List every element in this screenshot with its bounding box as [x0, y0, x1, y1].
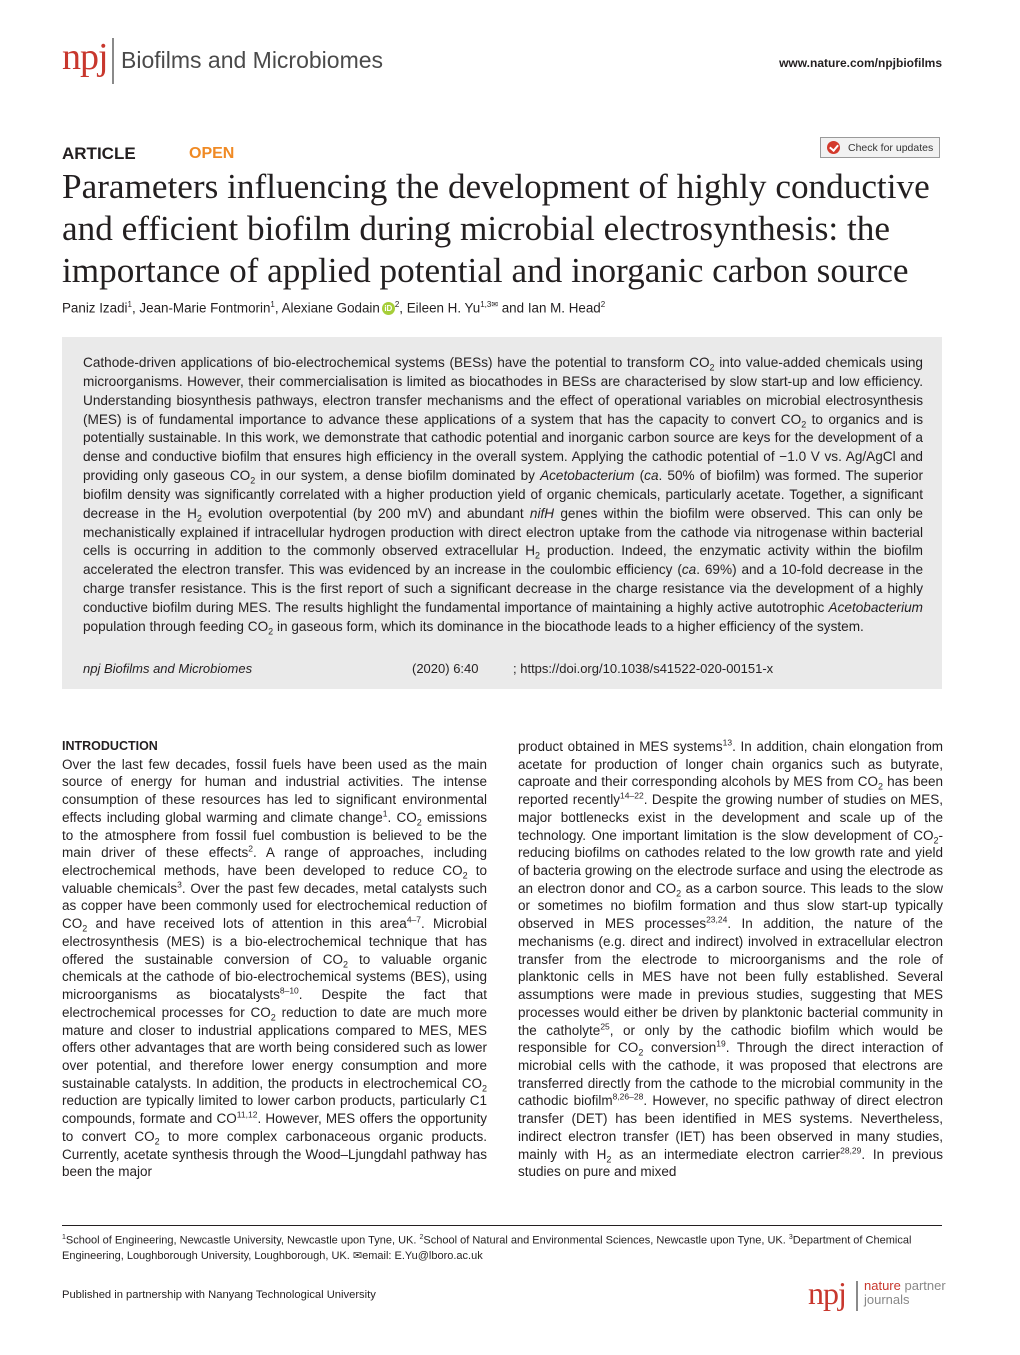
check-for-updates-label: Check for updates	[848, 141, 934, 154]
partnership-note: Published in partnership with Nanyang Technological University	[62, 1289, 376, 1301]
email-icon[interactable]: ✉	[491, 300, 499, 309]
intro-left-column: INTRODUCTION Over the last few decades, fossil fuels have been used as the main source of energy for human and industrial activities. The intense consumption of these resources has led to significant environmental effects including global warming and climate change$^1$. $CO_2$ emissions to the atmosphere from fossil fuel combustion is believed to be the main driver of these effects$^2$. A range of approaches, including electrochemical methods, have been developed to reduce $CO_2$ to valuable chemicals$^3$. Over the past few decades, metal catalysts such as copper have been commonly used for electrochemical reduction of $CO_2$ and have received lots of attention in this area$^{4-7}$. Microbial electrosynthesis (MES) is a bio-electrochemical technique that has offered the sustainable conversion of $CO_2$ to valuable organic chemicals at the cathode of bio-electrochemical systems (BES), using microorganisms as biocatalysts$^{8-10}$. Despite the fact that electrochemical processes for $CO_2$ reduction to date are much more mature and closer to industrial applications compared to MES, MES offers other advantages that are worth being considered such as lower over potential, and therefore lower energy consumption and more sustainable catalysts. In addition, the products in electrochemical $CO_2$ reduction are typically limited to lower carbon products, particularly C1 compounds, formate and CO$^{11,12}$. However, MES offers the opportunity to convert $CO_2$ to more complex carbonaceous organic products. Currently, acetate synthesis through the Wood–Ljungdahl pathway has been the major	[62, 739, 488, 1180]
citation-doi-link[interactable]: ; https://doi.org/10.1038/s41522-020-00151-x	[513, 661, 774, 676]
npj-partner-journals-logo	[808, 1275, 946, 1315]
logo-journals-text: journals	[864, 1292, 910, 1307]
logo-nature-text: nature	[864, 1278, 901, 1293]
author-list: Paniz Izadi$^1$, Jean-Marie Fontmorin$^1$, Alexiane Godain iD $^2$, Eileen H. $Yu^{1,3✉}$ and Ian M. Head$^2$	[62, 300, 606, 316]
npj-logo: npj	[808, 1275, 846, 1311]
footnote-rule	[62, 1225, 942, 1226]
citation-year-volume: (2020) 6:40	[412, 661, 479, 676]
journal-url-link[interactable]: www.nature.com/npjbiofilms	[779, 56, 942, 70]
author-affiliation: 1	[127, 300, 132, 309]
logo-partner-text: partner	[904, 1278, 946, 1293]
corresponding-email[interactable]: email: E.Yu@lboro.ac.uk	[362, 1250, 483, 1263]
section-heading: INTRODUCTION	[62, 739, 158, 753]
npj-logo: npj	[62, 36, 108, 78]
affiliation-2: School of Natural and Environmental Sciences, Newcastle upon Tyne, UK.	[423, 1234, 786, 1247]
check-updates-icon	[827, 141, 840, 154]
abstract-text: Cathode-driven applications of bio-electrochemical systems (BESs) have the potential to transform $CO_2$ into value-added chemicals using microorganisms. However, their commercialisation is limited as biocathodes in BESs are characterised by slow start-up and low efficiency. Understanding biosynthesis pathways, electron transfer mechanisms and the effect of operational variables on microbial electrosynthesis (MES) is of fundamental importance to advance these applications of a system that has the capacity to convert $CO_2$ to organics and is potentially sustainable. In this work, we demonstrate that cathodic potential and inorganic carbon source are keys for the development of a dense and conductive biofilm that ensures high efficiency in the overall system. Applying the cathodic potential of −1.0 V vs. Ag/AgCl and providing only gaseous $CO_2$ in our system, a dense biofilm dominated by Acetobacterium (ca. 50% of biofilm) was formed. The superior biofilm density was significantly correlated with a higher production yield of organic chemicals, particularly acetate. Together, a significant decrease in the $H_2$ evolution overpotential (by 200 mV) and abundant nifH genes within the biofilm were observed. This can only be mechanistically explained if intracellular hydrogen production with direct electron uptake from the cathode via nitrogenase within bacterial cells is occurring in addition to the commonly observed extracellular $H_2$ production. Indeed, the enzymatic activity within the biofilm accelerated the electron transfer. This was evidenced by an increase in the coulombic efficiency (ca. 69%) and a 10-fold decrease in the charge transfer resistance. This is the first report of such a significant decrease in the charge resistance via the development of a highly conductive biofilm during MES. The results highlight the fundamental importance of maintaining a highly active autotrophic Acetobacterium population through feeding $CO_2$ in gaseous form, which its dominance in the biocathode leads to a higher efficiency of the system.	[83, 355, 924, 637]
citation-journal: npj Biofilms and Microbiomes	[83, 661, 253, 676]
author-name[interactable]: Alexiane Godain	[281, 300, 380, 316]
author-affiliation: 2	[600, 300, 606, 309]
journal-name: Biofilms and Microbiomes	[121, 47, 384, 73]
affiliation-1: School of Engineering, Newcastle University, Newcastle upon Tyne, UK.	[65, 1234, 417, 1247]
affiliation-3: Department of Chemical Engineering, Loughborough University, Loughborough, UK.	[62, 1234, 912, 1263]
orcid-icon[interactable]: iD	[382, 302, 395, 315]
intro-right-column: product obtained in MES systems$^{13}$. In addition, chain elongation from acetate for production of longer chain organics such as butyrate, caproate and their corresponding alcohols by MES from $CO_2$ has been reported recently$^{14-22}$. Despite the growing number of studies on MES, major bottlenecks exist in the development and scale up of the technology. One important limitation is the slow development of $CO_2$-reducing biofilms on cathodes related to the low growth rate and yield of bacteria growing on the electrode surface and using the electrode as an electron donor and $CO_2$ as a carbon source. This leads to the slow or sometimes no biofilm formation and thus slow start-up typically observed in MES processes$^{23,24}$. In addition, the nature of the mechanisms (e.g. direct and indirect) involved in extracellular electron transfer from the electrode to microorganisms and the role of planktonic cells in MES have not been fully established. Several assumptions were made in previous studies, suggesting that MES processes would either be driven by planktonic bacterial community in the catholyte$^{25}$, or only by the cathodic biofilm which would be responsible for $CO_2$ conversion$^{19}$. Through the direct interaction of microbial cells with the cathode, it was proposed that electrons are transferred directly from the cathode to the microbial community in the cathodic biofilm$^{8,26-28}$. However, no specific pathway of direct electron transfer (DET) has been identified in MES systems. Nevertheless, indirect electron transfer (IET) has been observed in many studies, mainly with $H_2$ as an intermediate electron carrier$^{28,29}$. In previous studies on pure and mixed	[518, 737, 943, 1180]
check-for-updates-button[interactable]	[820, 137, 940, 158]
author-name[interactable]: Paniz Izadi	[62, 300, 128, 316]
citation-line	[83, 661, 923, 676]
article-title: Parameters influencing the development of highly conductive and efficient biofilm during microbial electrosynthesis: the importance of applied potential and inorganic carbon source	[62, 167, 930, 290]
header-divider	[112, 38, 114, 84]
email-icon: ✉	[352, 1250, 363, 1263]
author-affiliation: 1,3	[480, 300, 492, 309]
logo-divider	[856, 1281, 858, 1311]
author-affiliation: 2	[394, 300, 400, 309]
author-name[interactable]: Jean-Marie Fontmorin	[139, 300, 271, 316]
affiliations-footnote: $^1$School of Engineering, Newcastle University, Newcastle upon Tyne, UK. $^2$School of Natural and Environmental Sciences, Newcastle upon Tyne, UK. $^3$Department of Chemical Engineering, Loughborough University, Loughborough, UK. ✉email: E.Yu@lboro.ac.uk	[62, 1234, 912, 1263]
author-name[interactable]: Ian M. Head	[527, 300, 601, 316]
open-access-label: OPEN	[189, 145, 235, 162]
author-name[interactable]: Eileen H. Yu	[406, 300, 481, 316]
article-type-label: ARTICLE	[62, 144, 136, 163]
author-affiliation: 1	[270, 300, 275, 309]
